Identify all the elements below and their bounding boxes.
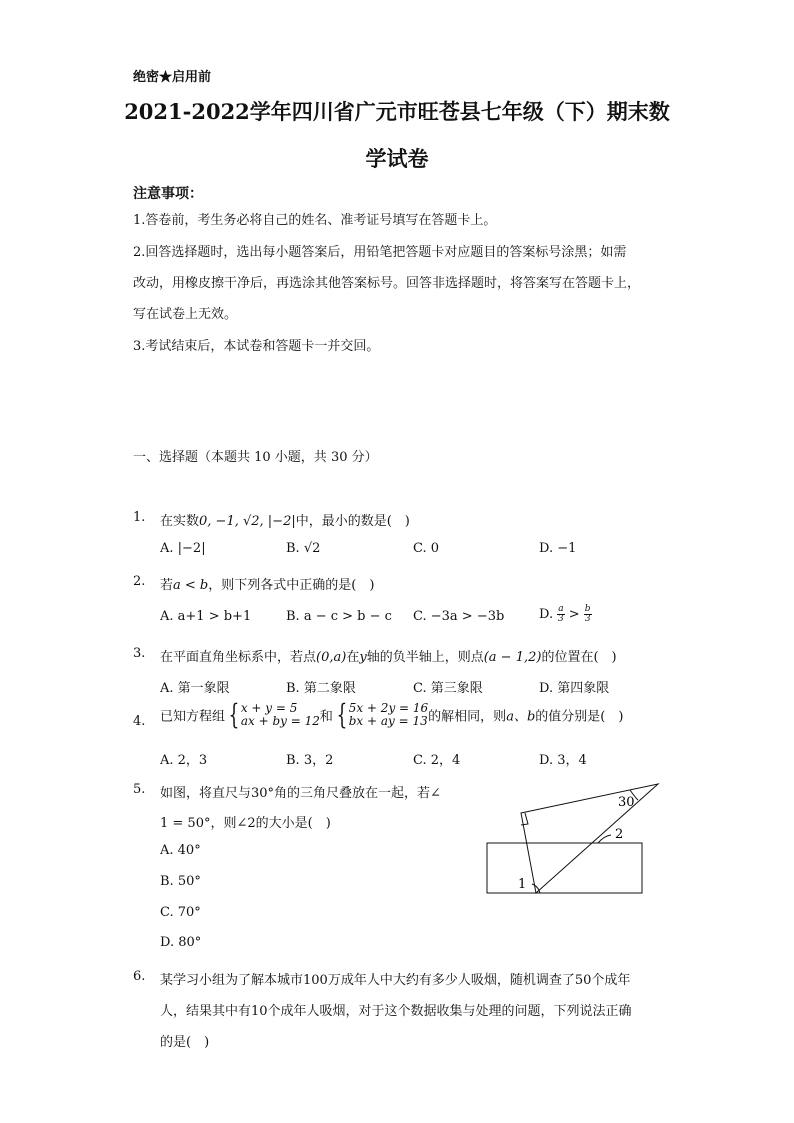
- math-expr: y: [359, 650, 367, 665]
- frac-numerator: a: [558, 604, 564, 614]
- frac-numerator: b: [584, 604, 591, 614]
- frac-denominator: 3: [558, 614, 564, 624]
- question-number: 6.: [133, 969, 146, 984]
- greater-than: >: [568, 607, 580, 622]
- question-text: 轴的负半轴上，则点: [366, 650, 484, 665]
- question-text: 若: [160, 578, 174, 593]
- option-b: B. a − c > b − c: [286, 609, 392, 624]
- question-text: 的值分别是( ): [535, 709, 624, 725]
- option-c: C. 2，4: [413, 753, 461, 768]
- page-title-line2: 学试卷: [365, 146, 429, 171]
- angle2-label: 2: [615, 827, 624, 842]
- angle1-label: 1: [518, 877, 527, 892]
- equation: 5x + 2y = 16: [348, 701, 429, 715]
- option-b: B. 50°: [160, 874, 201, 889]
- math-expr: (a − 1,2): [483, 650, 542, 665]
- option-c: C. 70°: [160, 905, 201, 920]
- question-5-line2: 1 = 50°，则∠2的大小是( ): [160, 816, 331, 831]
- question-text: 在平面直角坐标系中，若点: [160, 650, 317, 665]
- option-a: A. 40°: [160, 843, 201, 858]
- question-text: 在: [346, 650, 360, 665]
- equation: ax + by = 12: [240, 714, 320, 728]
- option-b: B. √2: [286, 541, 321, 556]
- option-c: C. 0: [413, 541, 440, 556]
- question-text: 已知方程组: [160, 709, 226, 725]
- notice-heading: 注意事项：: [133, 186, 203, 202]
- option-d: D. −1: [539, 541, 577, 556]
- option-a: A. 2，3: [160, 753, 208, 768]
- equation: bx + ay = 13: [348, 714, 428, 728]
- option-c: C. −3a > −3b: [413, 609, 505, 624]
- option-d: [539, 605, 592, 624]
- notice-item-2-line2: 改动，用橡皮擦干净后，再选涂其他答案标号。回答非选择题时，将答案写在答题卡上，: [133, 276, 641, 291]
- notice-item-1: 1.答卷前，考生务必将自己的姓名、准考证号填写在答题卡上。: [133, 213, 497, 228]
- question-3-text: [160, 646, 617, 665]
- notice-item-3: 3.考试结束后，本试卷和答题卡一并交回。: [133, 339, 380, 354]
- option-d: D. 3，4: [539, 753, 587, 768]
- question-text: 中，最小的数是( ): [295, 514, 410, 529]
- question-6-line1: 某学习小组为了解本城市100万成年人中大约有多少人吸烟，随机调查了50个成年: [160, 973, 631, 988]
- fraction-a-over-3: [557, 605, 564, 624]
- question-number: 5.: [133, 782, 146, 797]
- question-number: 3.: [133, 646, 146, 661]
- page-title-line1: 2021-2022学年四川省广元市旺苍县七年级（下）期末数: [124, 99, 670, 124]
- question-text: ，则下列各式中正确的是( ): [208, 578, 375, 593]
- question-6-line2: 人，结果其中有10个成年人吸烟，对于这个数据收集与处理的问题，下列说法正确: [160, 1004, 632, 1019]
- option-a: A. a+1 > b+1: [160, 609, 252, 624]
- question-6-line3: 的是( ): [160, 1035, 210, 1050]
- math-expr: a、b: [506, 709, 536, 725]
- question-number: 4.: [133, 714, 146, 729]
- option-d-label: D.: [539, 607, 554, 622]
- option-d: D. 第四象限: [539, 681, 610, 696]
- question-4-text: [160, 698, 624, 731]
- left-brace-icon: {: [228, 698, 240, 731]
- notice-item-2-line1: 2.回答选择题时，选出每小题答案后，用铅笔把答题卡对应题目的答案标号涂黑；如需: [133, 245, 627, 260]
- equation: x + y = 5: [240, 701, 298, 715]
- left-brace-icon: {: [336, 698, 348, 731]
- option-b: B. 3，2: [286, 753, 334, 768]
- question-5-line1: 如图，将直尺与30°角的三角尺叠放在一起，若∠: [160, 786, 441, 801]
- confidential-mark: 绝密★启用前: [133, 70, 212, 85]
- equation-system-2: [349, 702, 428, 728]
- ruler-triangle-figure: [480, 780, 665, 900]
- question-text: 和: [319, 709, 333, 725]
- math-expr: 0, −1, √2, |−2|: [199, 514, 296, 529]
- question-text: 的解相同，则: [428, 709, 507, 725]
- option-c: C. 第三象限: [413, 681, 483, 696]
- option-a: A. 第一象限: [160, 681, 230, 696]
- notice-item-2-line3: 写在试卷上无效。: [133, 307, 238, 322]
- question-number: 2.: [133, 574, 146, 589]
- option-b: B. 第二象限: [286, 681, 356, 696]
- frac-denominator: 3: [584, 614, 591, 624]
- question-number: 1.: [133, 510, 146, 525]
- triangle-shape: [521, 784, 658, 893]
- question-text: 的位置在( ): [541, 650, 617, 665]
- angle30-label: 30: [618, 795, 635, 810]
- math-expr: a < b: [173, 578, 209, 593]
- math-expr: (0,a): [316, 650, 347, 665]
- question-2-text: [160, 574, 374, 593]
- section-heading: 一、选择题（本题共 10 小题，共 30 分）: [133, 450, 378, 465]
- option-d: D. 80°: [160, 935, 202, 950]
- question-1-text: [160, 510, 410, 529]
- fraction-b-over-3: [584, 605, 592, 624]
- question-text: 在实数: [160, 514, 200, 529]
- option-a: A. |−2|: [160, 541, 206, 556]
- equation-system-1: [241, 702, 320, 728]
